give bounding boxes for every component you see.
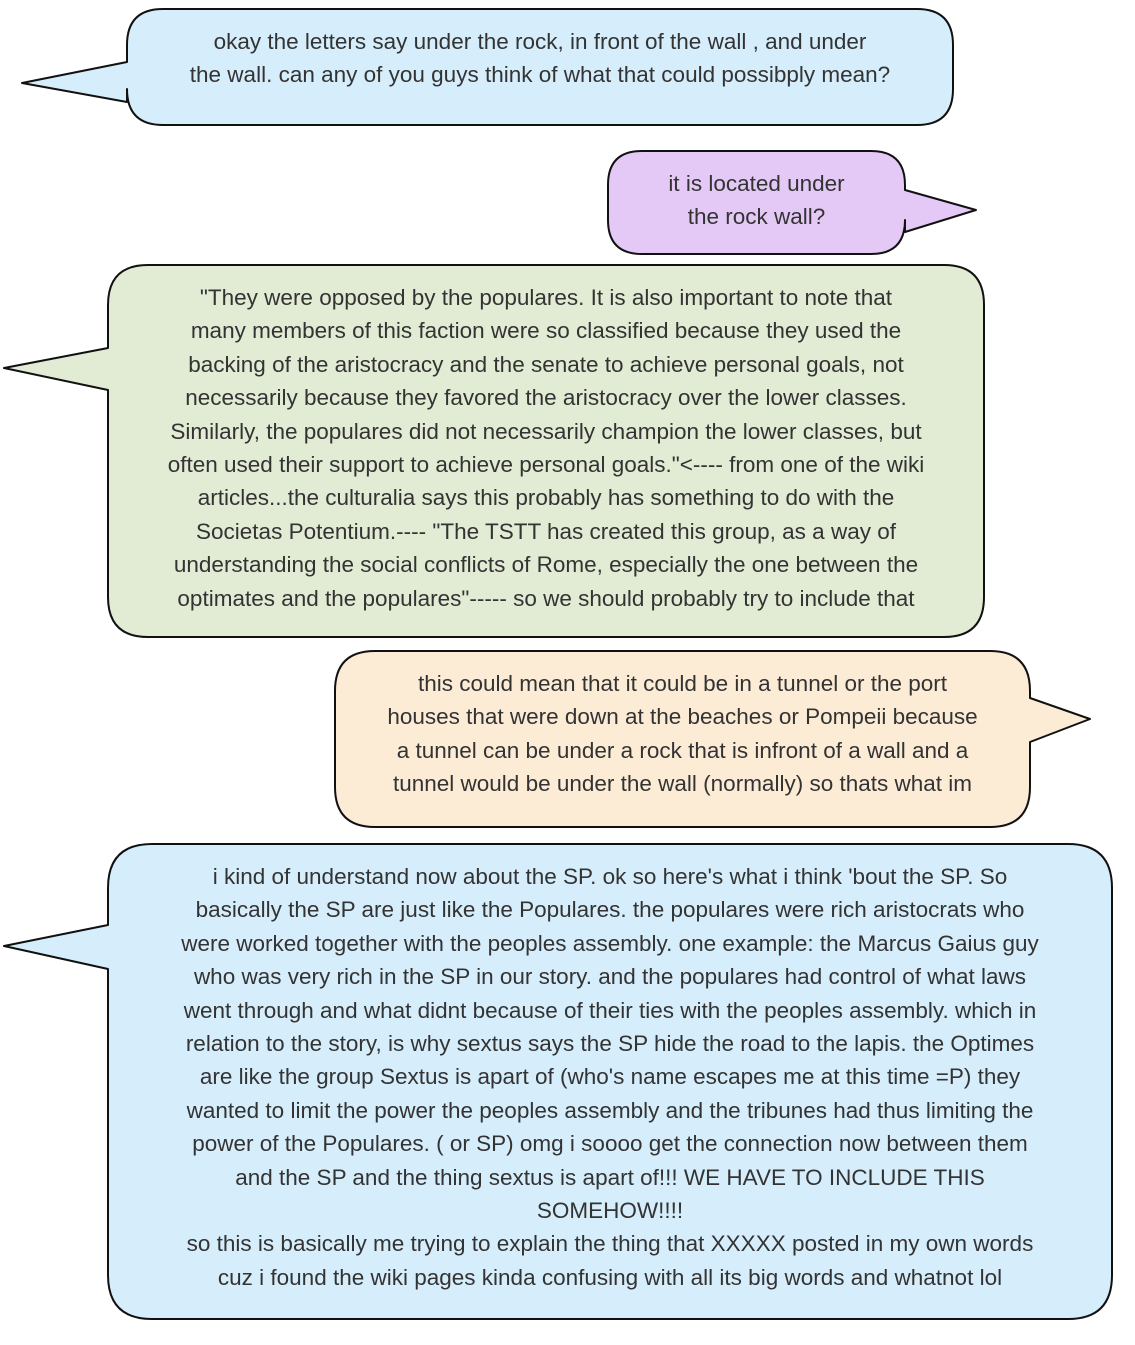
bubble-line: understanding the social conflicts of Rome, especially the one between the (173, 552, 919, 578)
bubble-line: wanted to limit the power the peoples assembly and the tribunes had thus limiting the (186, 1097, 1034, 1123)
bubble-line: cuz i found the wiki pages kinda confusing with all its big words and whatnot lol (217, 1264, 1003, 1290)
bubble-line: power of the Populares. ( or SP) omg i soooo get the connection now between them (192, 1131, 1028, 1157)
bubble-line: Similarly, the populares did not necessarily champion the lower classes, but (170, 418, 922, 444)
bubble-line: a tunnel can be under a rock that is infront of a wall and a (396, 737, 969, 763)
bubble-line: articles...the culturalia says this probably has something to do with the (197, 485, 895, 511)
speech-bubble-3-text (112, 281, 980, 615)
bubble-line: "They were opposed by the populares. It is also important to note that (199, 285, 893, 310)
bubble-line: basically the SP are just like the Populares. the populares were rich aristocrats who (195, 897, 1025, 923)
speech-bubble-2-text (610, 167, 903, 234)
bubble-line: the rock wall? (687, 204, 826, 230)
bubble-line: often used their support to achieve personal goals."<---- from one of the wiki (167, 452, 925, 478)
bubble-line: so this is basically me trying to explain the thing that XXXXX posted in my own words (186, 1231, 1034, 1257)
speech-bubble-5-text (112, 860, 1108, 1294)
bubble-line: went through and what didnt because of their ties with the peoples assembly. which in (183, 997, 1037, 1023)
bubble-line: okay the letters say under the rock, in front of the wall , and under (213, 29, 867, 54)
bubble-line: who was very rich in the SP in our story. and the populares had control of what laws (193, 964, 1027, 990)
bubble-line: tunnel would be under the wall (normally) so thats what im (392, 771, 973, 797)
bubble-line: SOMEHOW!!!! (536, 1198, 684, 1224)
bubble-line: many members of this faction were so classified because they used the (190, 318, 902, 344)
bubble-line: backing of the aristocracy and the senate to achieve personal goals, not (188, 351, 904, 377)
bubble-line: houses that were down at the beaches or Pompeii because (387, 704, 978, 730)
bubble-line: Societas Potentium.---- "The TSTT has created this group, as a way of (196, 518, 896, 544)
bubble-line: necessarily because they favored the aristocracy over the lower classes. (185, 385, 907, 411)
bubble-line: were worked together with the peoples assembly. one example: the Marcus Gaius guy (181, 930, 1039, 956)
bubble-line: this could mean that it could be in a tunnel or the port (417, 671, 948, 696)
speech-bubble-1-text (128, 25, 952, 92)
bubble-line: optimates and the populares"----- so we should probably try to include that (177, 585, 915, 611)
bubble-line: and the SP and the thing sextus is apart of!!! WE HAVE TO INCLUDE THIS (235, 1164, 985, 1190)
bubble-line: are like the group Sextus is apart of (who's name escapes me at this time =P) they (199, 1064, 1021, 1090)
bubble-line: relation to the story, is why sextus says the SP hide the road to the lapis. the Optimes (185, 1031, 1035, 1057)
bubble-line: the wall. can any of you guys think of what that could possibply mean? (189, 62, 891, 88)
bubble-line: it is located under (668, 171, 845, 196)
speech-bubble-4-text (338, 667, 1027, 801)
bubble-line: i kind of understand now about the SP. ok so here's what i think 'bout the SP. So (212, 864, 1008, 889)
